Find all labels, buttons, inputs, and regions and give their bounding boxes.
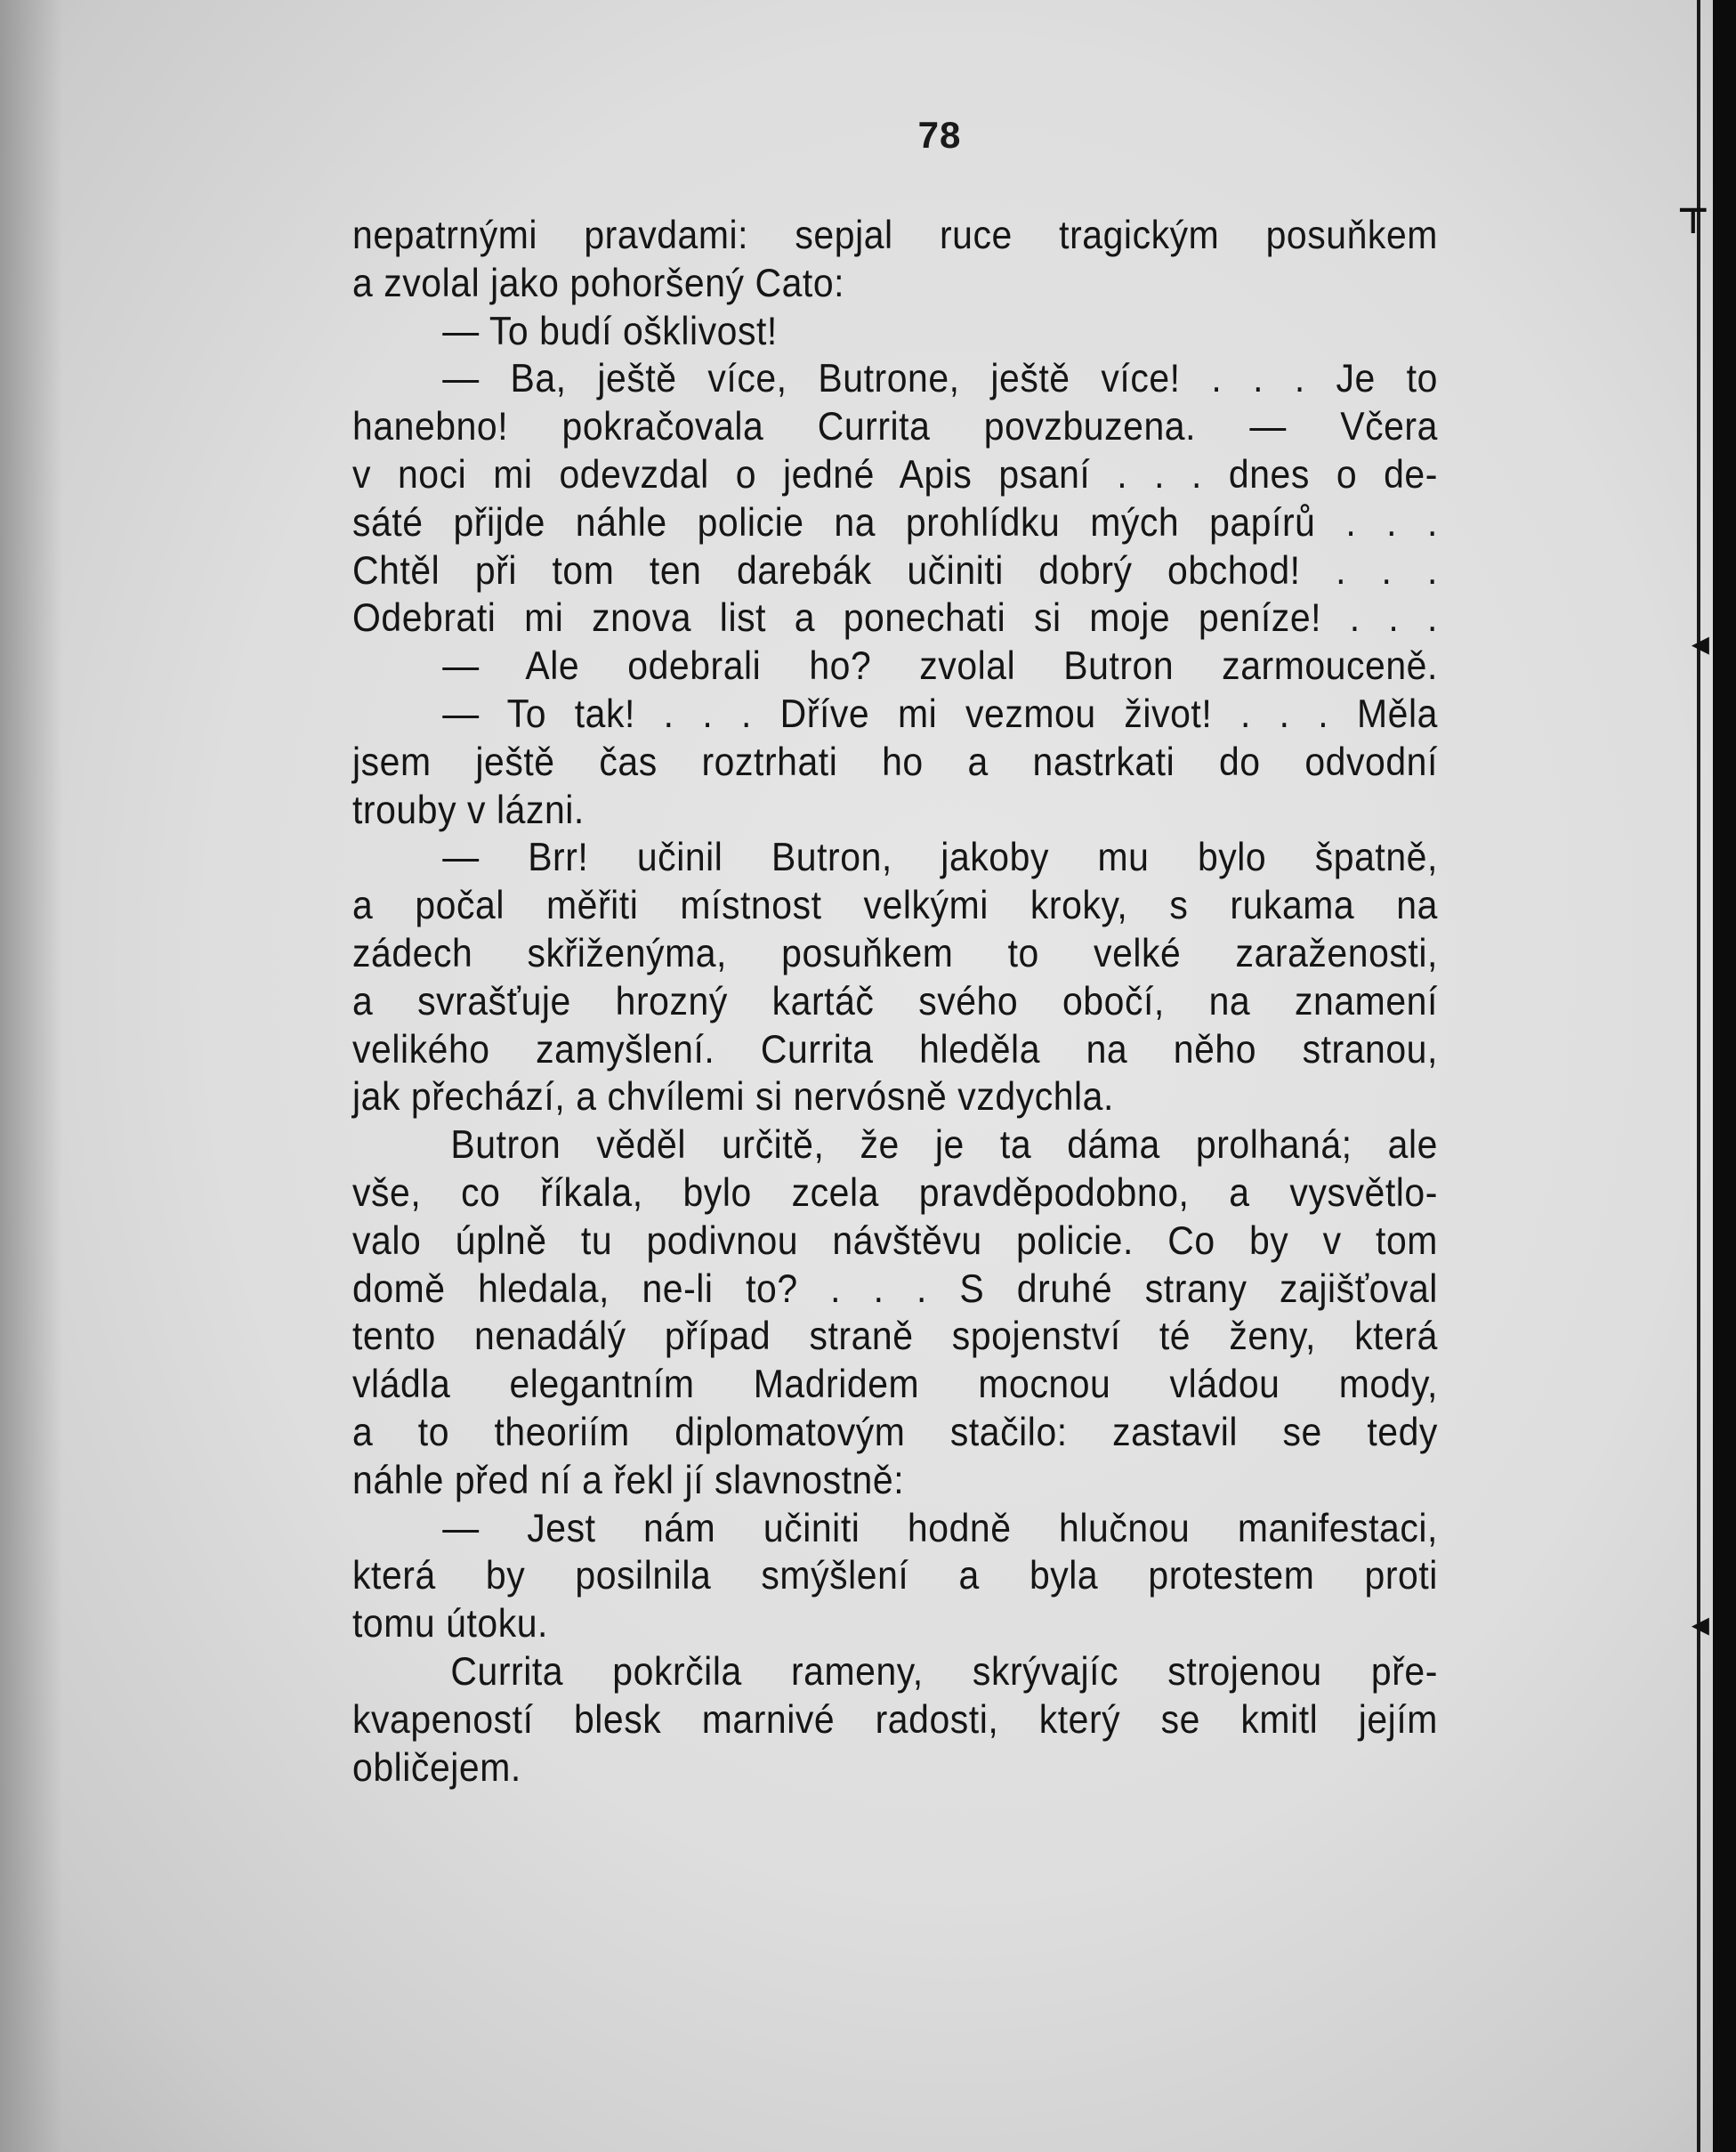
text-line: hanebno! pokračovala Currita povzbuzena. — Včera	[352, 405, 1438, 449]
text-line: tento nenadálý případ straně spojenství té ženy, která	[352, 1315, 1438, 1359]
text-line: domě hledala, ne-li to? . . . S druhé strany zajišťoval	[352, 1266, 1438, 1311]
page-number: 78	[917, 114, 962, 156]
text-line: — Jest nám učiniti hodně hlučnou manifestaci,	[442, 1506, 1438, 1550]
text-line: nepatrnými pravdami: sepjal ruce tragickým posuňkem	[352, 214, 1438, 257]
text-line: valo úplně tu podivnou návštěvu policie. Co by v tom	[352, 1218, 1438, 1263]
body-text	[352, 212, 1438, 1792]
text-line: tomu útoku.	[352, 1602, 548, 1646]
text-line: velikého zamyšlení. Currita hleděla na něho stranou,	[352, 1027, 1438, 1072]
text-line: jsem ještě čas roztrhati ho a nastrkati do odvodní	[352, 740, 1438, 784]
text-line: — Brr! učinil Butron, jakoby mu bylo špatně,	[442, 836, 1438, 880]
binding-arrow-icon: ◂	[1691, 1604, 1709, 1645]
left-edge-shadow	[0, 0, 62, 2152]
text-line: a počal měřiti místnost velkými kroky, s rukama na	[352, 884, 1438, 928]
text-line: a zvolal jako pohoršený Cato:	[352, 261, 845, 305]
binding-tick-icon: ⊤	[1676, 201, 1709, 242]
text-line: kvapeností blesk marnivé radosti, který se kmitl jejím	[352, 1697, 1438, 1742]
text-line: obličejem.	[352, 1745, 521, 1790]
binding-edge	[1713, 0, 1736, 2152]
text-line: Butron věděl určitě, že je ta dáma prolhaná; ale	[450, 1123, 1438, 1168]
binding-line	[1697, 0, 1700, 2152]
text-line: trouby v lázni.	[352, 788, 585, 832]
text-line: v noci mi odevzdal o jedné Apis psaní . . . dnes o de-	[352, 452, 1438, 497]
binding-arrow-icon: ◂	[1691, 623, 1709, 664]
text-line: — Ale odebrali ho? zvolal Butron zarmouceně.	[442, 644, 1438, 689]
text-line: — To budí ošklivost!	[442, 309, 778, 353]
text-line: Odebrati mi znova list a ponechati si moje peníze! . . .	[352, 596, 1438, 641]
text-line: zádech skřiženýma, posuňkem to velké zaraženosti,	[352, 931, 1438, 975]
text-line: a to theoriím diplomatovým stačilo: zastavil se tedy	[352, 1410, 1438, 1454]
text-line: sáté přijde náhle policie na prohlídku mých papírů . . .	[352, 500, 1438, 545]
text-line: Currita pokrčila rameny, skrývajíc strojenou pře-	[450, 1649, 1438, 1694]
text-line: — To tak! . . . Dříve mi vezmou život! . . . Měla	[442, 692, 1438, 736]
text-line: a svrašťuje hrozný kartáč svého obočí, na znamení	[352, 979, 1438, 1023]
text-line: která by posilnila smýšlení a byla protestem proti	[352, 1554, 1438, 1598]
text-line: vše, co říkala, bylo zcela pravděpodobno, a vysvětlo-	[352, 1170, 1438, 1215]
text-line: Chtěl při tom ten darebák učiniti dobrý obchod! . . .	[352, 548, 1438, 593]
text-line: vládla elegantním Madridem mocnou vládou mody,	[352, 1363, 1438, 1407]
text-line: — Ba, ještě více, Butrone, ještě více! . . . Je to	[442, 357, 1438, 401]
text-line: náhle před ní a řekl jí slavnostně:	[352, 1458, 905, 1502]
text-line: jak přechází, a chvílemi si nervósně vzdychla.	[352, 1075, 1114, 1120]
